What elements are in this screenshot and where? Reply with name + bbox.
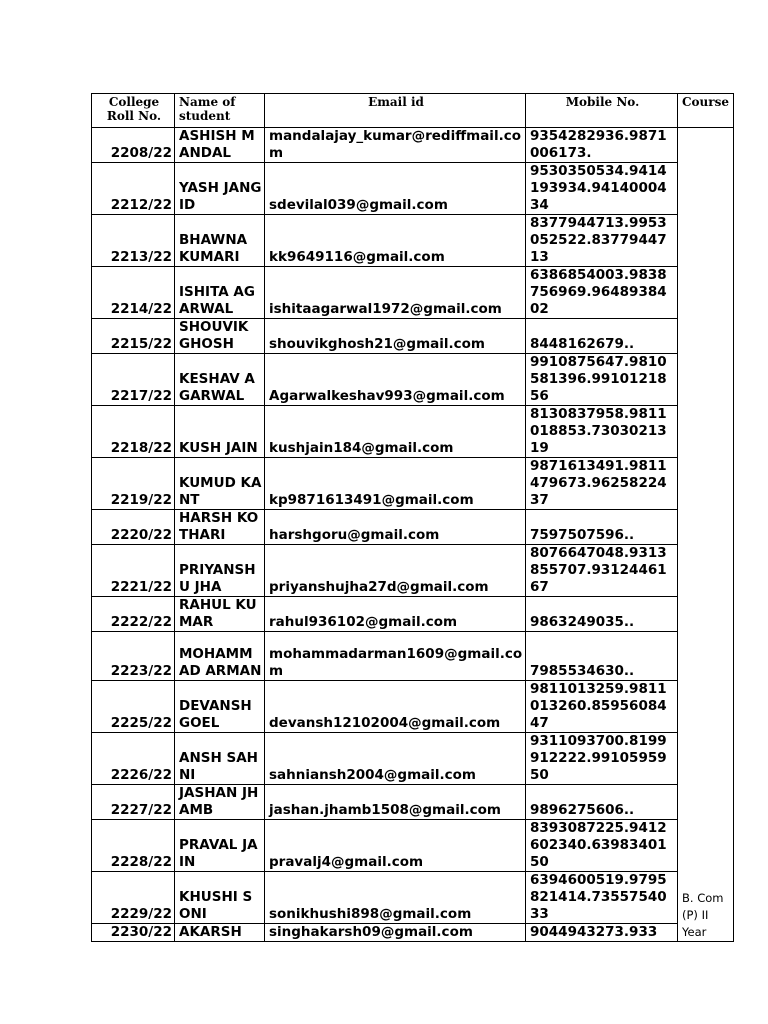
roll-cell: 2219/22 (92, 458, 175, 510)
header-row (92, 94, 734, 128)
email-cell: devansh12102004@gmail.com (265, 681, 526, 733)
table-row (92, 924, 734, 942)
table-row (92, 215, 734, 267)
header-college-roll-no: College Roll No. (92, 94, 175, 128)
roll-cell: 2223/22 (92, 632, 175, 681)
student-name-cell: JASHAN JHAMB (175, 785, 265, 820)
mobile-cell: 9354282936.9871006173. (526, 128, 678, 163)
roll-cell: 2208/22 (92, 128, 175, 163)
student-roster-table (91, 93, 734, 942)
roll-cell: 2220/22 (92, 510, 175, 545)
roll-cell: 2222/22 (92, 597, 175, 632)
email-cell: kushjain184@gmail.com (265, 406, 526, 458)
student-name-cell: KHUSHI SONI (175, 872, 265, 924)
student-name-cell: YASH JANGID (175, 163, 265, 215)
student-name-cell: ANSH SAHNI (175, 733, 265, 785)
student-name-cell: KUMUD KANT (175, 458, 265, 510)
student-name-cell: KUSH JAIN (175, 406, 265, 458)
roll-cell: 2230/22 (92, 924, 175, 942)
mobile-cell: 9530350534.9414193934.9414000434 (526, 163, 678, 215)
mobile-cell: 9811013259.9811013260.8595608447 (526, 681, 678, 733)
table-row (92, 458, 734, 510)
header-name-of-student: Name of student (175, 94, 265, 128)
table-row (92, 406, 734, 458)
email-cell: ishitaagarwal1972@gmail.com (265, 267, 526, 319)
student-name-cell: DEVANSH GOEL (175, 681, 265, 733)
table-row (92, 872, 734, 924)
mobile-cell: 7597507596.. (526, 510, 678, 545)
email-cell: harshgoru@gmail.com (265, 510, 526, 545)
table-row (92, 163, 734, 215)
email-cell: singhakarsh09@gmail.com (265, 924, 526, 942)
student-name-cell: PRAVAL JAIN (175, 820, 265, 872)
student-name-cell: RAHUL KUMAR (175, 597, 265, 632)
mobile-cell: 9910875647.9810581396.9910121856 (526, 354, 678, 406)
roll-cell: 2226/22 (92, 733, 175, 785)
roll-cell: 2228/22 (92, 820, 175, 872)
mobile-cell: 8393087225.9412602340.6398340150 (526, 820, 678, 872)
table-row (92, 128, 734, 163)
roll-cell: 2218/22 (92, 406, 175, 458)
mobile-cell: 9863249035.. (526, 597, 678, 632)
roster-body (92, 128, 734, 942)
roll-cell: 2229/22 (92, 872, 175, 924)
student-name-cell: PRIYANSHU JHA (175, 545, 265, 597)
roll-cell: 2217/22 (92, 354, 175, 406)
course-cell: B. Com (P) II Year (678, 128, 734, 942)
mobile-cell: 9044943273.933 (526, 924, 678, 942)
mobile-cell: 8448162679.. (526, 319, 678, 354)
table-row (92, 681, 734, 733)
student-name-cell: HARSH KOTHARI (175, 510, 265, 545)
email-cell: jashan.jhamb1508@gmail.com (265, 785, 526, 820)
table-row (92, 545, 734, 597)
email-cell: Agarwalkeshav993@gmail.com (265, 354, 526, 406)
mobile-cell: 9311093700.8199912222.9910595950 (526, 733, 678, 785)
table-row (92, 820, 734, 872)
table-row (92, 632, 734, 681)
email-cell: mandalajay_kumar@rediffmail.com (265, 128, 526, 163)
student-name-cell: BHAWNA KUMARI (175, 215, 265, 267)
table-row (92, 319, 734, 354)
header-course: Course (678, 94, 734, 128)
roll-cell: 2213/22 (92, 215, 175, 267)
email-cell: sahniansh2004@gmail.com (265, 733, 526, 785)
email-cell: shouvikghosh21@gmail.com (265, 319, 526, 354)
email-cell: pravalj4@gmail.com (265, 820, 526, 872)
table-row (92, 267, 734, 319)
mobile-cell: 6394600519.9795821414.7355754033 (526, 872, 678, 924)
email-cell: sdevilal039@gmail.com (265, 163, 526, 215)
mobile-cell: 7985534630.. (526, 632, 678, 681)
roll-cell: 2212/22 (92, 163, 175, 215)
header-mobile-no: Mobile No. (526, 94, 678, 128)
header-email-id: Email id (265, 94, 526, 128)
email-cell: rahul936102@gmail.com (265, 597, 526, 632)
student-name-cell: ASHISH MANDAL (175, 128, 265, 163)
table-row (92, 354, 734, 406)
mobile-cell: 8130837958.9811018853.7303021319 (526, 406, 678, 458)
roll-cell: 2214/22 (92, 267, 175, 319)
mobile-cell: 9871613491.9811479673.9625822437 (526, 458, 678, 510)
mobile-cell: 8076647048.9313855707.9312446167 (526, 545, 678, 597)
email-cell: sonikhushi898@gmail.com (265, 872, 526, 924)
roll-cell: 2227/22 (92, 785, 175, 820)
email-cell: kp9871613491@gmail.com (265, 458, 526, 510)
student-name-cell: AKARSH (175, 924, 265, 942)
email-cell: priyanshujha27d@gmail.com (265, 545, 526, 597)
student-name-cell: SHOUVIK GHOSH (175, 319, 265, 354)
table-row (92, 597, 734, 632)
mobile-cell: 6386854003.9838756969.9648938402 (526, 267, 678, 319)
student-name-cell: ISHITA AGARWAL (175, 267, 265, 319)
table-row (92, 733, 734, 785)
roll-cell: 2221/22 (92, 545, 175, 597)
student-name-cell: MOHAMMAD ARMAN (175, 632, 265, 681)
roll-cell: 2225/22 (92, 681, 175, 733)
roll-cell: 2215/22 (92, 319, 175, 354)
mobile-cell: 8377944713.9953052522.8377944713 (526, 215, 678, 267)
email-cell: mohammadarman1609@gmail.com (265, 632, 526, 681)
mobile-cell: 9896275606.. (526, 785, 678, 820)
student-name-cell: KESHAV AGARWAL (175, 354, 265, 406)
table-row (92, 510, 734, 545)
email-cell: kk9649116@gmail.com (265, 215, 526, 267)
table-row (92, 785, 734, 820)
